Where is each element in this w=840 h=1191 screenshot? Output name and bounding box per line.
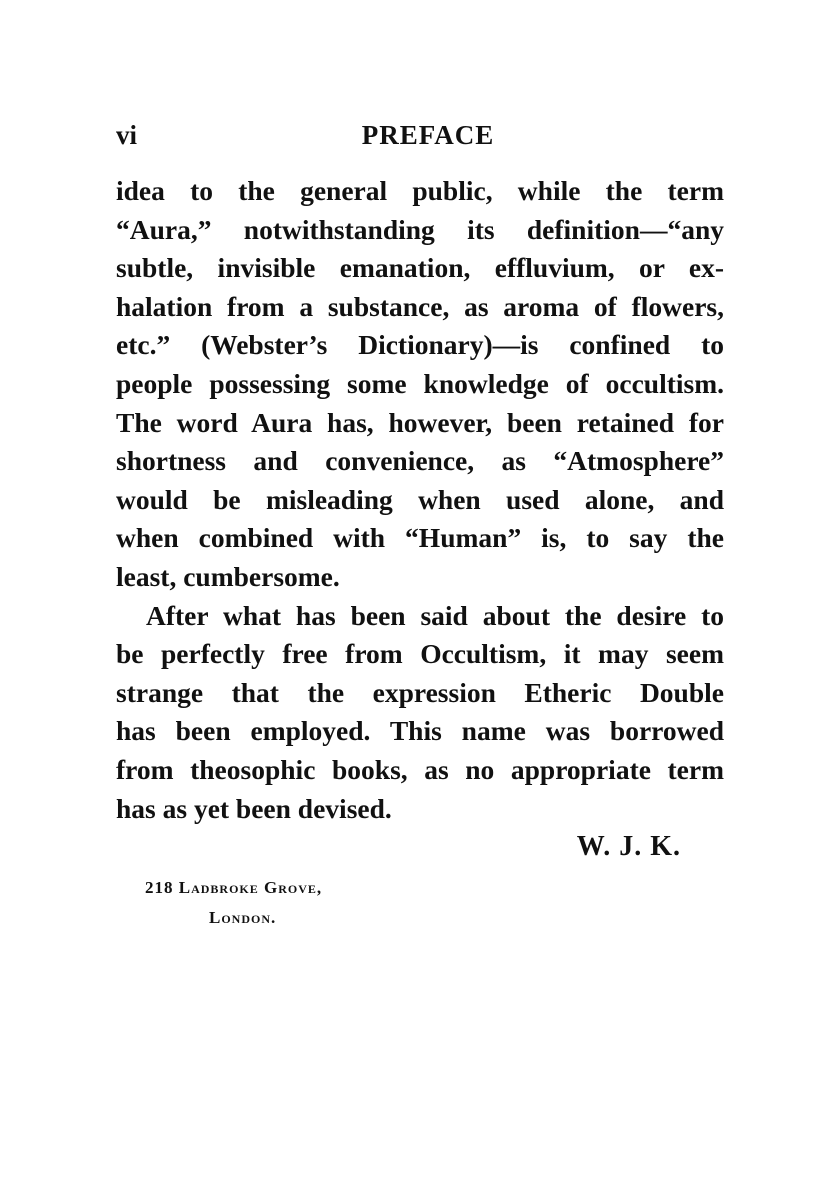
text-line: has been employed. This name was borrowed (116, 715, 724, 747)
text-line: from theosophic books, as no appropriate term (116, 753, 724, 785)
text-line: idea to the general public, while the term (116, 175, 724, 206)
address-city: London. (209, 908, 277, 927)
text-line: shortness and convenience, as “Atmosphere” (116, 445, 724, 477)
text-line: would be misleading when used alone, and (116, 483, 724, 515)
text-line: etc.” (Webster’s Dictionary)—is confined to (116, 329, 724, 361)
text-line: when combined with “Human” is, to say the (116, 522, 724, 554)
page-header (116, 118, 726, 152)
text-line: people possessing some knowledge of occultism. (116, 367, 724, 399)
text-line: “Aura,” notwithstanding its definition—“any (116, 213, 724, 245)
page-number: vi (116, 120, 138, 150)
text-line: subtle, invisible emanation, effluvium, or ex- (116, 252, 724, 284)
text-line: After what has been said about the desire to (146, 599, 724, 631)
text-line: strange that the expression Etheric Double (116, 676, 724, 708)
author-initials: W. J. K. (576, 831, 681, 862)
running-title: PREFACE (361, 120, 495, 150)
text-line: The word Aura has, however, been retained for (116, 406, 724, 438)
address-block (145, 873, 322, 933)
text-line: be perfectly free from Occultism, it may seem (116, 638, 724, 670)
text-line: least, cumbersome. (116, 560, 340, 592)
preface-body (116, 172, 724, 828)
text-line: halation from a substance, as aroma of flowers, (116, 290, 724, 322)
address-street: 218 Ladbroke Grove, (145, 878, 323, 897)
text-line: has as yet been devised. (116, 792, 392, 824)
